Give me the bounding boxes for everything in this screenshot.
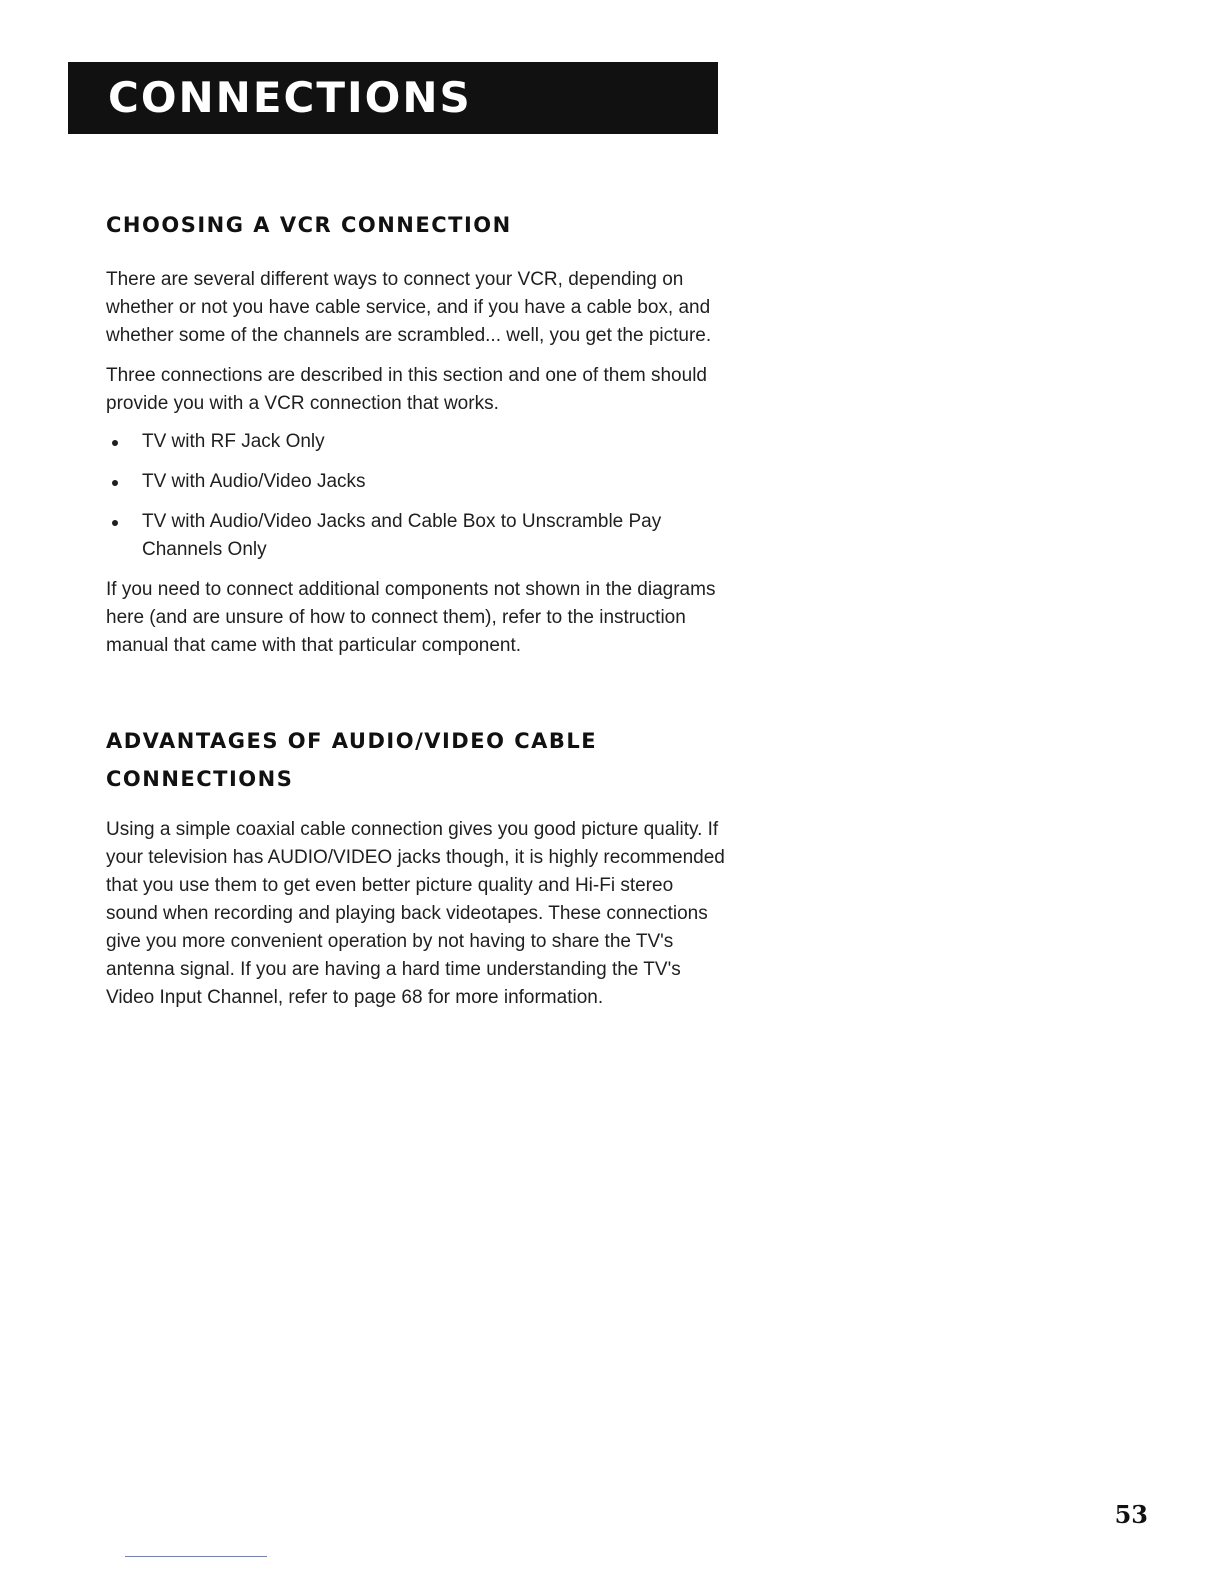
- paragraph-additional-components: If you need to connect additional components not shown in the diagrams here (and are unsure of how to connect them), refer to the instruction manual that came with that particular component.: [106, 579, 716, 656]
- list-item: [106, 508, 726, 564]
- bullet-icon: [112, 520, 118, 526]
- list-item-text: TV with Audio/Video Jacks and Cable Box to Unscramble Pay Channels Only: [142, 511, 662, 560]
- list-item: [106, 468, 726, 496]
- page-number: 53: [1114, 1500, 1148, 1529]
- page-title: CONNECTIONS: [108, 73, 472, 122]
- paragraph-av-advantages: Using a simple coaxial cable connection gives you good picture quality. If your television has AUDIO/VIDEO jacks though, it is highly recommended that you use them to get even better picture quality and Hi-Fi stereo sound when recording and playing back videotapes. These connections give you more convenient operation by not having to share the TV's antenna signal. If you are having a hard time understanding the TV's Video Input Channel, refer to page 68 for more information.: [106, 819, 725, 1008]
- header-bar: [68, 62, 718, 134]
- list-item: [106, 428, 726, 456]
- section-heading-av-advantages: ADVANTAGES OF AUDIO/VIDEO CABLE CONNECTIONS: [106, 729, 598, 791]
- paragraph-connections-described: Three connections are described in this section and one of them should provide you with a VCR connection that works.: [106, 365, 707, 414]
- section-heading-choosing-vcr-connection: CHOOSING A VCR CONNECTION: [106, 213, 512, 237]
- footer-rule: [125, 1556, 267, 1557]
- connection-options-list: [106, 428, 726, 564]
- main-content: [106, 208, 726, 1012]
- bullet-icon: [112, 480, 118, 486]
- bullet-icon: [112, 440, 118, 446]
- list-item-text: TV with RF Jack Only: [142, 431, 325, 452]
- list-item-text: TV with Audio/Video Jacks: [142, 471, 366, 492]
- paragraph-intro: There are several different ways to connect your VCR, depending on whether or not you have cable service, and if you have a cable box, and whether some of the channels are scrambled... well, you get the picture.: [106, 269, 712, 346]
